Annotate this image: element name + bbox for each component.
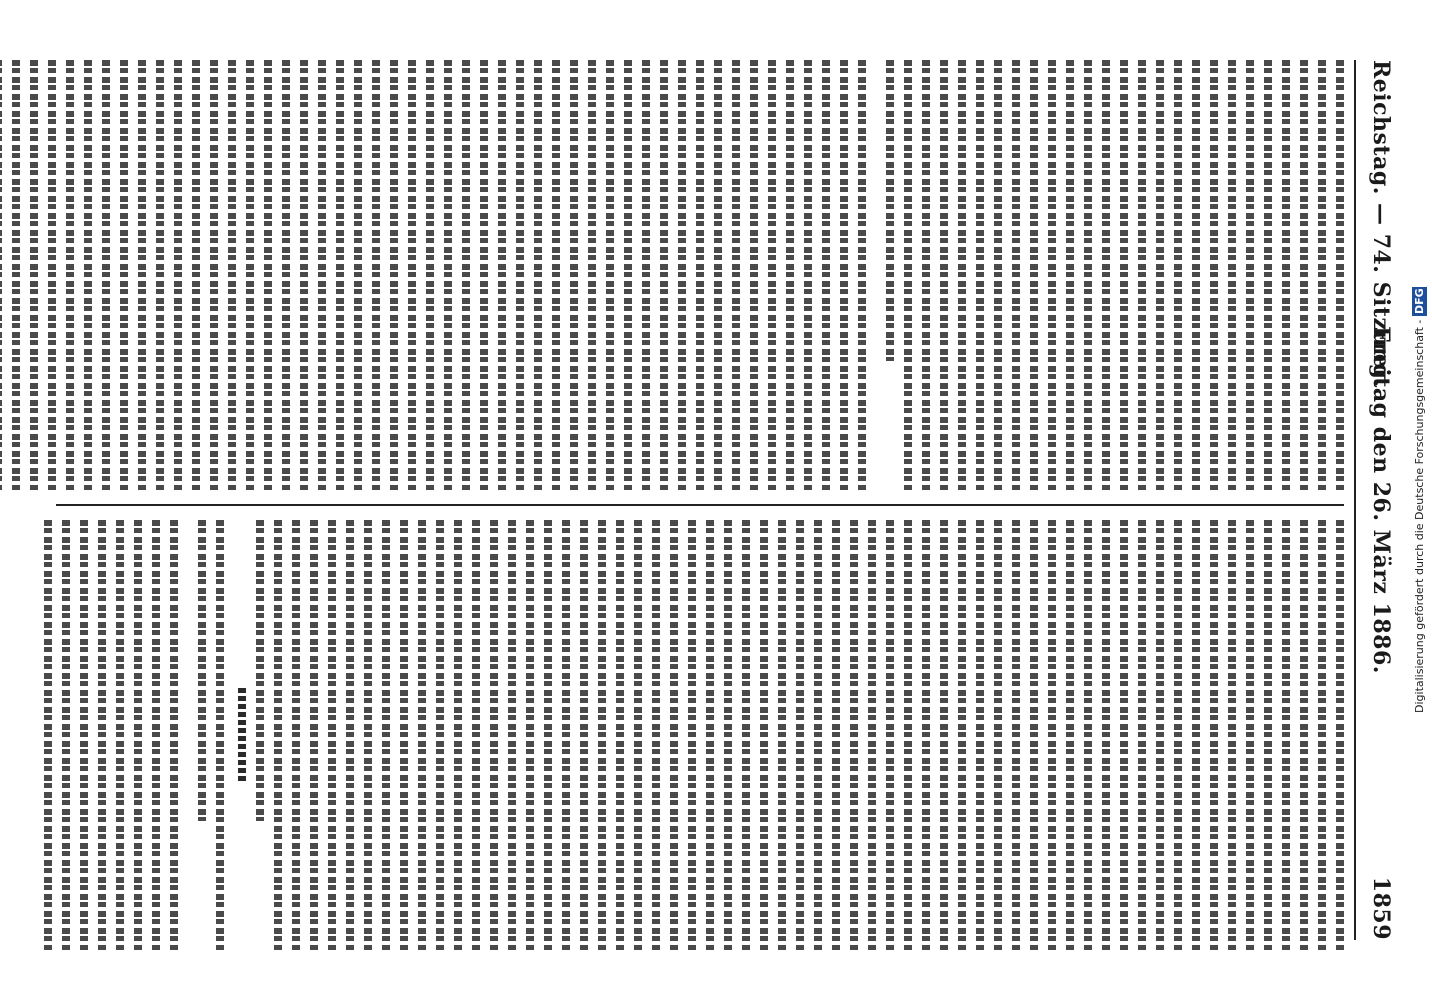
rotated-page (16, 20, 1416, 980)
header-rule (1354, 60, 1356, 940)
paragraph-block (198, 520, 224, 950)
column-divider (56, 504, 1344, 506)
digitization-credit (1412, 8, 1430, 992)
applause-note (238, 688, 246, 783)
paragraph-block (256, 520, 1344, 950)
header-page-number: 1859 (1368, 876, 1394, 940)
digitization-credit-text: Digitalisierung gefördert durch die Deutsche Forschungsgemeinschaft - (1413, 319, 1426, 714)
paragraph-block (0, 60, 866, 490)
column-left (56, 60, 1344, 490)
header-session: Reichstag. — 74. Sitzung. (1368, 60, 1394, 388)
paragraph-block (44, 520, 178, 950)
running-head (1360, 60, 1394, 940)
column-right (56, 520, 1344, 950)
header-date: Freitag den 26. März 1886. (1368, 326, 1394, 674)
dfg-logo: DFG (1413, 288, 1426, 315)
paragraph-block (886, 60, 1344, 490)
